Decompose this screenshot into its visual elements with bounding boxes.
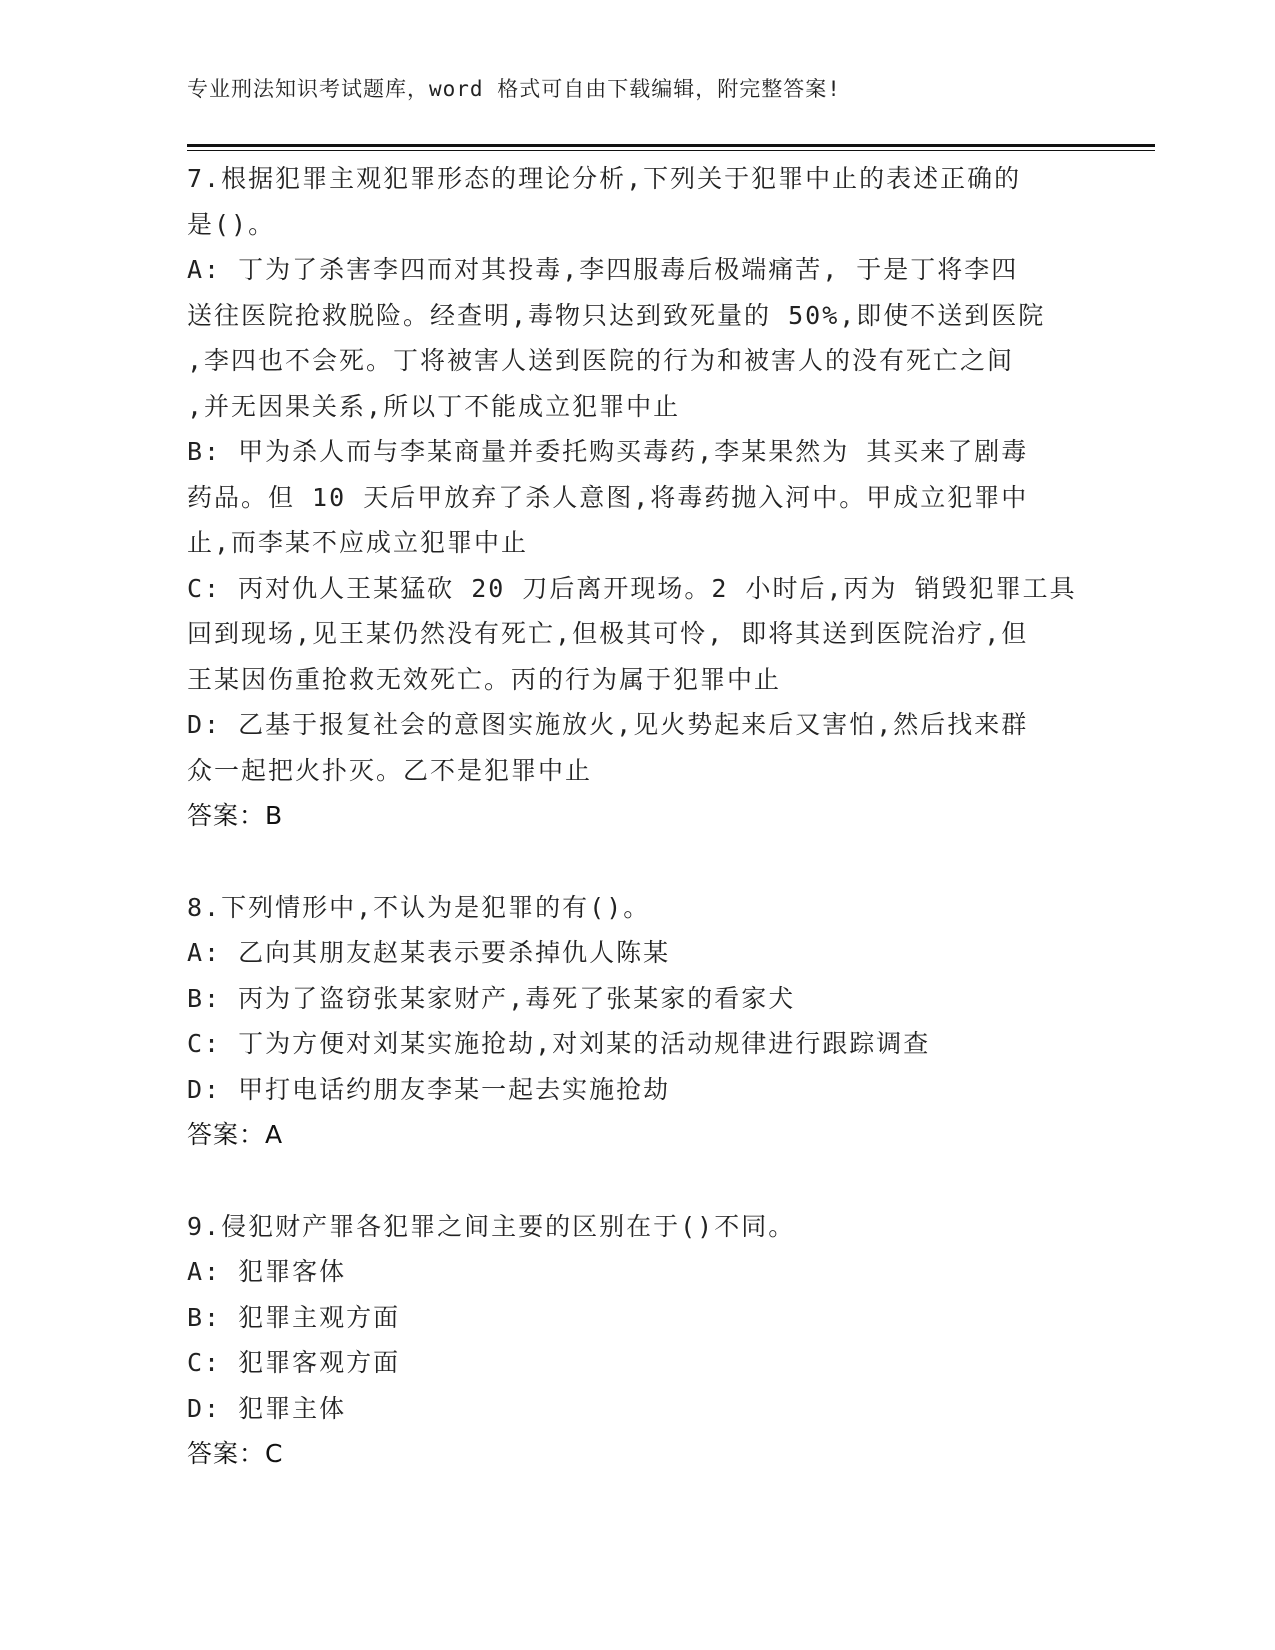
question-stem-line: 8.下列情形中,不认为是犯罪的有()。 <box>187 892 651 922</box>
question-stem-line: 7.根据犯罪主观犯罪形态的理论分析,下列关于犯罪中止的表述正确的 <box>187 164 1022 193</box>
option-line: D: 乙基于报复社会的意图实施放火,见火势起来后又害怕,然后找来群 <box>187 710 1029 739</box>
header-rule-thin <box>187 150 1155 151</box>
option-line: 众一起把火扑灭。乙不是犯罪中止 <box>187 755 593 785</box>
page-header: 专业刑法知识考试题库，word 格式可自由下载编辑，附完整答案! <box>187 77 841 101</box>
option-d <box>187 702 1087 793</box>
option-line: C: 丙对仇人王某猛砍 20 刀后离开现场。2 小时后,丙为 销毁犯罪工具 <box>187 573 1077 603</box>
option-a: A: 犯罪客体 <box>187 1257 347 1286</box>
option-line: A: 丁为了杀害李四而对其投毒,李四服毒后极端痛苦, 于是丁将李四 <box>187 255 1019 284</box>
option-line: ,李四也不会死。丁将被害人送到医院的行为和被害人的没有死亡之间 <box>187 346 1015 375</box>
option-d: D: 犯罪主体 <box>187 1393 347 1423</box>
option-line: 送往医院抢救脱险。经查明,毒物只达到致死量的 50%,即使不送到医院 <box>187 300 1046 330</box>
option-line: ,并无因果关系,所以丁不能成立犯罪中止 <box>187 391 681 421</box>
option-a: A: 乙向其朋友赵某表示要杀掉仇人陈某 <box>187 938 671 967</box>
option-b <box>187 429 1087 566</box>
question-stem-line: 是()。 <box>187 209 276 239</box>
option-line: 药品。但 10 天后甲放弃了杀人意图,将毒药抛入河中。甲成立犯罪中 <box>187 482 1029 512</box>
option-b: B: 犯罪主观方面 <box>187 1302 401 1332</box>
question-9 <box>187 1204 1087 1477</box>
option-d: D: 甲打电话约朋友李某一起去实施抢劫 <box>187 1074 671 1104</box>
option-line: 王某因伤重抢救无效死亡。丙的行为属于犯罪中止 <box>187 664 782 694</box>
option-line: 回到现场,见王某仍然没有死亡,但极其可怜, 即将其送到医院治疗,但 <box>187 619 1029 648</box>
option-b: B: 丙为了盗窃张某家财产,毒死了张某家的看家犬 <box>187 983 796 1013</box>
question-stem-line: 9.侵犯财产罪各犯罪之间主要的区别在于()不同。 <box>187 1211 796 1241</box>
option-line: B: 甲为杀人而与李某商量并委托购买毒药,李某果然为 其买来了剧毒 <box>187 437 1029 466</box>
answer-line: 答案：A <box>187 1120 284 1149</box>
option-c: C: 丁为方便对刘某实施抢劫,对刘某的活动规律进行跟踪调查 <box>187 1029 931 1058</box>
option-a <box>187 247 1087 429</box>
option-c: C: 犯罪客观方面 <box>187 1348 401 1377</box>
header-rule-thick <box>187 144 1155 147</box>
question-7 <box>187 156 1087 839</box>
question-list <box>187 156 1087 1477</box>
answer-line: 答案：B <box>187 801 284 830</box>
answer-line: 答案：C <box>187 1439 284 1468</box>
option-line: 止,而李某不应成立犯罪中止 <box>187 528 529 557</box>
question-8 <box>187 885 1087 1158</box>
option-c <box>187 566 1087 703</box>
